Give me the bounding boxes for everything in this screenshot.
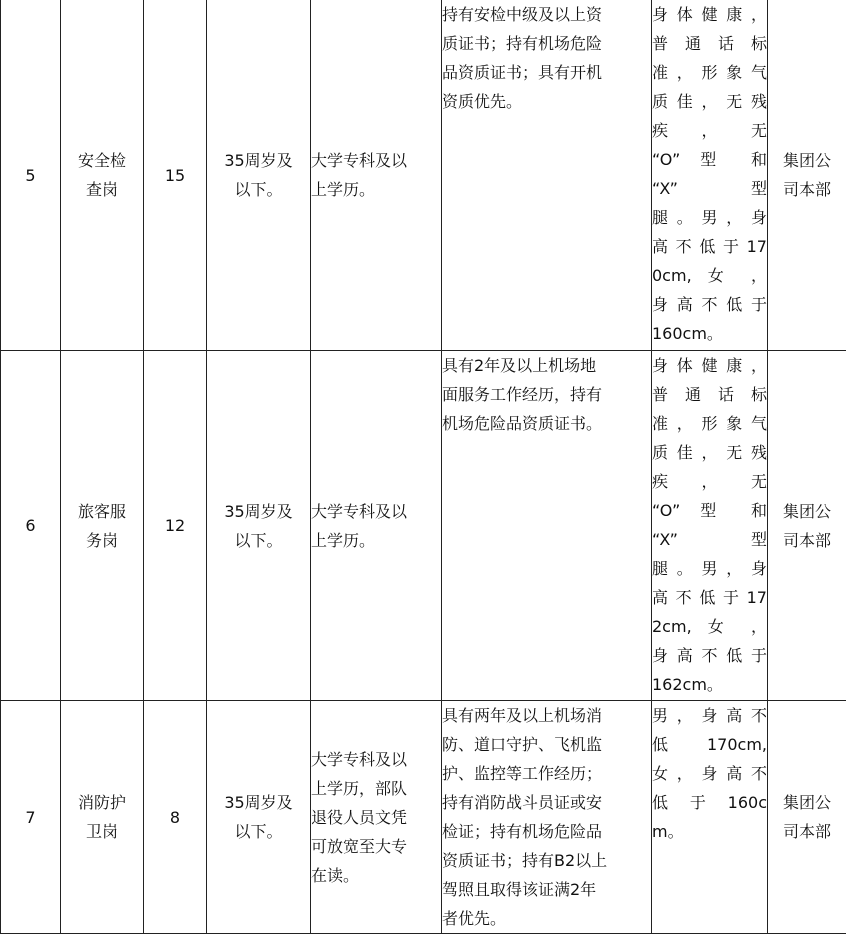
education-requirement-cell [311,351,442,701]
age-requirement-line: 以下。 [207,175,310,204]
physical-requirements-line: 身体健康， [652,0,767,29]
physical-requirements-line: 身高不低于 [652,290,767,319]
physical-requirements-line: 质佳，无残 [652,87,767,116]
department-line: 司本部 [768,175,846,204]
headcount-cell [144,351,207,701]
other-requirements-cell [442,701,652,934]
physical-requirements-line: 身高不低于 [652,641,767,670]
other-requirements-cell [442,351,652,701]
physical-requirements-cell [652,0,768,351]
physical-requirements-line: m。 [652,817,767,846]
serial-number-cell [1,351,61,701]
other-requirements-line: 具有两年及以上机场消 [442,701,651,730]
serial-number-text: 5 [25,161,35,190]
table-body [1,0,846,934]
other-requirements-line: 品资质证书；具有开机 [442,58,651,87]
department-line: 司本部 [768,526,846,555]
physical-requirements-line: 低 170cm, [652,730,767,759]
physical-requirements-line: 男，身高不 [652,701,767,730]
other-requirements-line: 面服务工作经历，持有 [442,380,651,409]
department-line: 司本部 [768,817,846,846]
education-requirement-cell [311,701,442,934]
age-requirement-line: 以下。 [207,817,310,846]
other-requirements-line: 驾照且取得该证满2年 [442,875,651,904]
physical-requirements-line: 高不低于17 [652,232,767,261]
serial-number-cell [1,701,61,934]
education-requirement-line: 在读。 [311,861,441,890]
post-name-line: 安全检 [61,146,143,175]
education-requirement-line: 退役人员文凭 [311,803,441,832]
department-line: 集团公 [768,497,846,526]
physical-requirements-line: 腿。男，身 [652,554,767,583]
post-name-line: 旅客服 [61,497,143,526]
physical-requirements-line: 高不低于17 [652,583,767,612]
other-requirements-line: 持有消防战斗员证或安 [442,788,651,817]
table-row [1,0,846,351]
education-requirement-line: 可放宽至大专 [311,832,441,861]
age-requirement-cell [207,0,311,351]
other-requirements-line: 具有2年及以上机场地 [442,351,651,380]
other-requirements-line: 机场危险品资质证书。 [442,409,651,438]
other-requirements-line: 防、道口守护、飞机监 [442,730,651,759]
department-cell [768,0,846,351]
serial-number-text: 7 [25,803,35,832]
education-requirement-line: 大学专科及以 [311,146,441,175]
other-requirements-line: 者优先。 [442,904,651,933]
education-requirement-line: 大学专科及以 [311,497,441,526]
department-cell [768,701,846,934]
physical-requirements-line: 疾 ， 无 [652,116,767,145]
other-requirements-line: 护、监控等工作经历； [442,759,651,788]
post-name-line: 查岗 [61,175,143,204]
age-requirement-line: 35周岁及 [207,497,310,526]
education-requirement-line: 上学历。 [311,175,441,204]
table-row [1,351,846,701]
age-requirement-line: 以下。 [207,526,310,555]
post-name-cell [61,0,144,351]
department-cell [768,351,846,701]
table-row [1,701,846,934]
physical-requirements-line: 准，形象气 [652,409,767,438]
post-name-cell [61,701,144,934]
physical-requirements-line: “O” 型 和 [652,145,767,174]
department-line: 集团公 [768,146,846,175]
headcount-text: 8 [170,803,180,832]
department-line: 集团公 [768,788,846,817]
physical-requirements-line: 腿。男，身 [652,203,767,232]
age-requirement-cell [207,701,311,934]
physical-requirements-line: “X” 型 [652,174,767,203]
physical-requirements-line: 0cm, 女 ， [652,261,767,290]
physical-requirements-line: 质佳，无残 [652,438,767,467]
physical-requirements-line: 准，形象气 [652,58,767,87]
physical-requirements-cell [652,701,768,934]
post-name-line: 卫岗 [61,817,143,846]
physical-requirements-line: 普 通 话 标 [652,380,767,409]
physical-requirements-line: 女，身高不 [652,759,767,788]
serial-number-cell [1,0,61,351]
education-requirement-line: 上学历，部队 [311,774,441,803]
post-name-line: 消防护 [61,788,143,817]
education-requirement-cell [311,0,442,351]
physical-requirements-line: 低 于 160c [652,788,767,817]
post-name-line: 务岗 [61,526,143,555]
post-name-cell [61,351,144,701]
education-requirement-line: 大学专科及以 [311,745,441,774]
age-requirement-line: 35周岁及 [207,146,310,175]
headcount-cell [144,0,207,351]
physical-requirements-line: “X” 型 [652,525,767,554]
other-requirements-line: 质证书；持有机场危险 [442,29,651,58]
headcount-text: 15 [165,161,185,190]
other-requirements-line: 检证；持有机场危险品 [442,817,651,846]
physical-requirements-line: 身体健康， [652,351,767,380]
other-requirements-line: 资质证书；持有B2以上 [442,846,651,875]
physical-requirements-line: “O” 型 和 [652,496,767,525]
age-requirement-line: 35周岁及 [207,788,310,817]
other-requirements-line: 持有安检中级及以上资 [442,0,651,29]
age-requirement-cell [207,351,311,701]
physical-requirements-line: 162cm。 [652,670,767,699]
physical-requirements-line: 疾 ， 无 [652,467,767,496]
physical-requirements-line: 160cm。 [652,319,767,348]
physical-requirements-line: 2cm, 女 ， [652,612,767,641]
serial-number-text: 6 [25,511,35,540]
headcount-text: 12 [165,511,185,540]
other-requirements-cell [442,0,652,351]
physical-requirements-cell [652,351,768,701]
headcount-cell [144,701,207,934]
education-requirement-line: 上学历。 [311,526,441,555]
physical-requirements-line: 普 通 话 标 [652,29,767,58]
other-requirements-line: 资质优先。 [442,87,651,116]
